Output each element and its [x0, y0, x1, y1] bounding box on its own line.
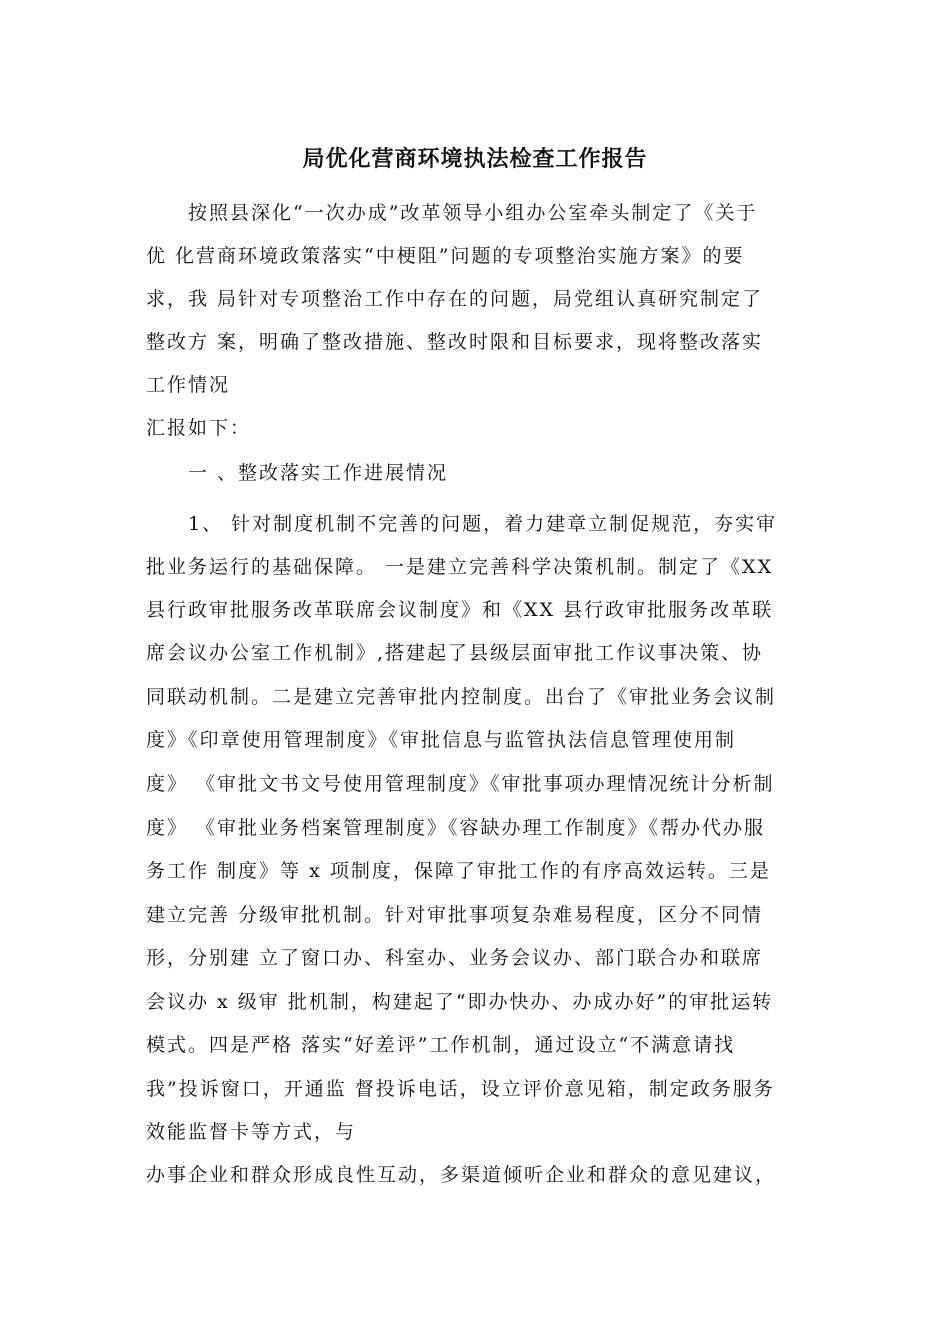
body-line-6: 汇报如下： [146, 417, 252, 439]
body-line-20: 模式。四是严格 落实“好差评”工作机制，通过设立“不满意请找 [146, 1034, 736, 1056]
document-title: 局优化营商环境执法检查工作报告 [302, 147, 648, 172]
body-line-22: 效能监督卡等方式，与 [146, 1121, 357, 1143]
body-line-1: 按照县深化“一次办成”改革领导小组办公室牵头制定了《关于 [146, 202, 758, 224]
body-line-12: 同联动机制。二是建立完善审批内控制度。出台了《审批业务会议制 [146, 686, 777, 708]
body-line-15: 度》 《审批业务档案管理制度》《容缺办理工作制度》《帮办代办服 [146, 817, 766, 839]
body-line-13: 度》《印章使用管理制度》《审批信息与监管执法信息管理使用制 [146, 729, 737, 751]
section-heading: 一 、整改落实工作进展情况 [146, 462, 449, 484]
body-line-16: 务工作 制度》等 x 项制度，保障了审批工作的有序高效运转。三是 [146, 860, 771, 882]
body-line-10: 县行政审批服务改革联席会议制度》和《XX 县行政审批服务改革联 [146, 599, 774, 621]
body-line-5: 工作情况 [146, 374, 231, 396]
body-line-23: 办事企业和群众形成良性互动，多渠道倾听企业和群众的意见建议， [146, 1164, 777, 1186]
body-line-11: 席会议办公室工作机制》,搭建起了县级层面审批工作议事决策、协 [146, 642, 764, 664]
body-line-8: 1、 针对制度机制不完善的问题，着力建章立制促规范，夯实审 [146, 513, 778, 535]
body-line-4: 整改方 案，明确了整改措施、整改时限和目标要求，现将整改落实 [146, 331, 764, 353]
body-line-14: 度》 《审批文书文号使用管理制度》《审批事项办理情况统计分析制 [146, 773, 775, 795]
body-line-21: 我”投诉窗口，开通监 督投诉电话，设立评价意见箱，制定政务服务 [146, 1078, 775, 1100]
body-line-9: 批业务运行的基础保障。 一是建立完善科学决策机制。制定了《XX [146, 556, 774, 578]
body-line-3: 求，我 局针对专项整治工作中存在的问题，局党组认真研究制定了 [146, 288, 764, 310]
body-line-17: 建立完善 分级审批机制。针对审批事项复杂难易程度，区分不同情 [146, 904, 764, 926]
body-line-18: 形，分别建 立了窗口办、科室办、业务会议办、部门联合办和联席 [146, 947, 764, 969]
body-line-19: 会议办 x 级审 批机制，构建起了“即办快办、办成办好”的审批运转 [146, 991, 774, 1013]
body-line-2: 优 化营商环境政策落实“中梗阻”问题的专项整治实施方案》的要 [146, 245, 745, 267]
